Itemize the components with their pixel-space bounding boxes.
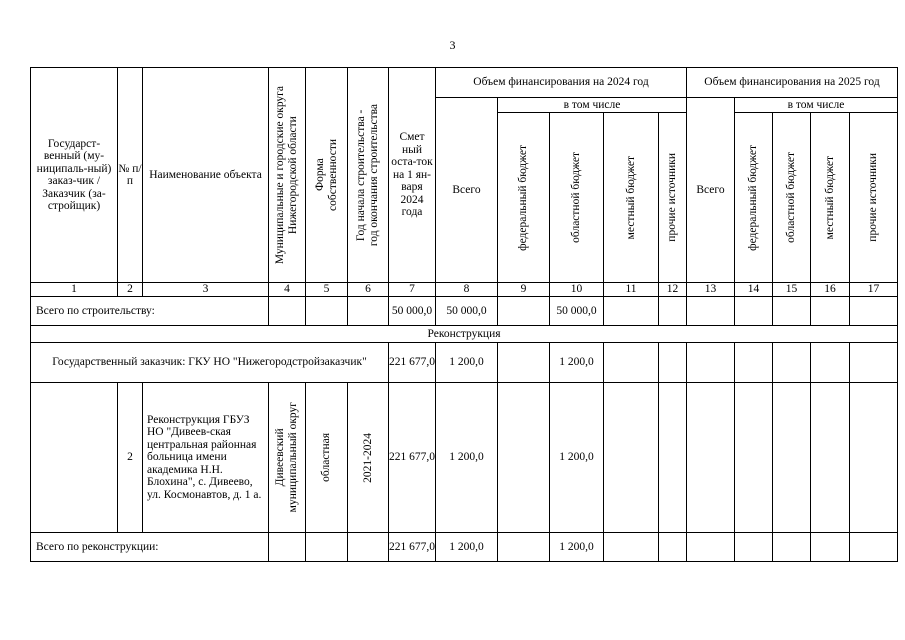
balance-value: 50 000,0 [389,297,436,326]
header-num: № п/ п [118,68,143,283]
page-number: 3 [449,38,456,52]
column-number: 13 [687,283,735,297]
header-local-2025: местный бюджет [811,113,850,283]
header-federal-2025: федеральный бюджет [735,113,773,283]
object-ownership: областная [306,383,348,533]
header-total-2024: Всего [436,98,498,283]
object-years: 2021-2024 [348,383,389,533]
state-customer-row [31,343,898,383]
total-2024-value: 1 200,0 [436,383,498,533]
header-regional-2024: областной бюджет [550,113,604,283]
header-local-2024: местный бюджет [604,113,659,283]
balance-value: 221 677,0 [389,343,436,383]
column-number: 2 [118,283,143,297]
header-financing-2025: Объем финансирования на 2025 год [687,68,898,98]
column-number: 4 [269,283,306,297]
header-customer: Государст-венный (му-ниципаль-ный) заказ-чик / Заказчик (за-стройщик) [31,68,118,283]
regional-2024-value: 1 200,0 [550,383,604,533]
column-number: 1 [31,283,118,297]
header-estimated-balance: Смет ный оста-ток на 1 ян-варя 2024 года [389,68,436,283]
section-title: Реконструкция [31,326,898,343]
header-object-name: Наименование объекта [143,68,269,283]
object-municipal-district: Дивеевский муниципальный округ [269,383,306,533]
column-number: 16 [811,283,850,297]
column-number: 9 [498,283,550,297]
regional-2024-value: 1 200,0 [550,343,604,383]
balance-value: 221 677,0 [389,533,436,562]
column-number: 11 [604,283,659,297]
column-number: 6 [348,283,389,297]
header-regional-2025: областной бюджет [773,113,811,283]
column-number: 3 [143,283,269,297]
column-number: 15 [773,283,811,297]
balance-value: 221 677,0 [389,383,436,533]
column-number: 8 [436,283,498,297]
regional-2024-value: 1 200,0 [550,533,604,562]
object-name: Реконструкция ГБУЗ НО "Дивеев-ская центральная районная больница имени академика Н.Н. Блохина", с. Дивеево, ул. Космонавтов, д. 1 а. [143,383,269,533]
object-num: 2 [118,383,143,533]
financing-table [30,67,898,562]
reconstruction-total-row [31,533,898,562]
construction-total-row [31,297,898,326]
column-number: 7 [389,283,436,297]
header-including-2025: в том числе [735,98,898,113]
header-including-2024: в том числе [498,98,687,113]
header-other-2025: прочие источники [850,113,898,283]
column-number: 10 [550,283,604,297]
header-financing-2024: Объем финансирования на 2024 год [436,68,687,98]
header-federal-2024: федеральный бюджет [498,113,550,283]
row-label: Всего по реконструкции: [31,533,269,562]
row-label: Всего по строительству: [31,297,269,326]
total-2024-value: 50 000,0 [436,297,498,326]
total-2024-value: 1 200,0 [436,343,498,383]
column-number: 12 [659,283,687,297]
header-total-2025: Всего [687,98,735,283]
state-customer-label: Государственный заказчик: ГКУ НО "Нижегородстройзаказчик" [31,343,389,383]
column-number: 5 [306,283,348,297]
object-row [31,383,898,533]
header-ownership-form: Форма собственности [306,68,348,283]
column-number: 14 [735,283,773,297]
column-number-row [31,283,898,297]
column-number: 17 [850,283,898,297]
header-other-2024: прочие источники [659,113,687,283]
header-construction-years: Год начала строительства - год окончания строительства [348,68,389,283]
header-municipal-district: Муниципальные и городские округа Нижегородской области [269,68,306,283]
regional-2024-value: 50 000,0 [550,297,604,326]
total-2024-value: 1 200,0 [436,533,498,562]
